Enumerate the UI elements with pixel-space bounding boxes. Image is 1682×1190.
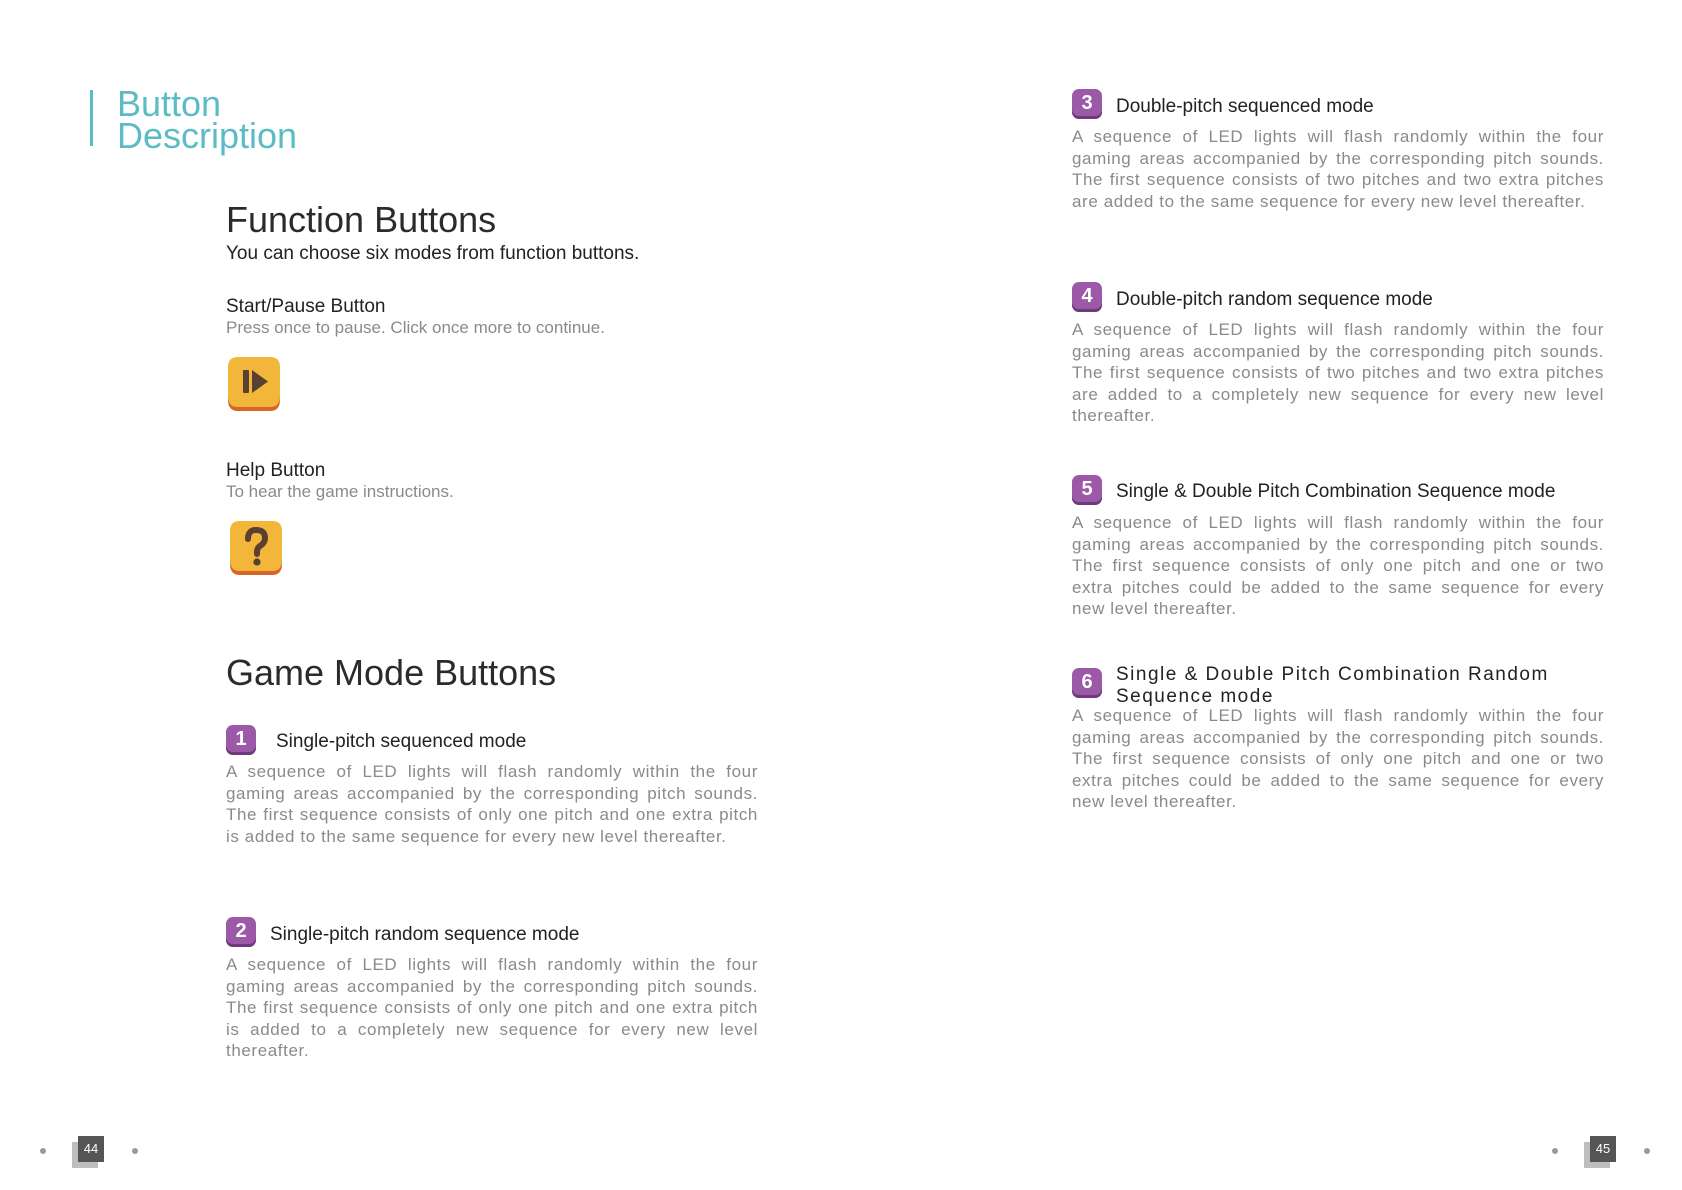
mode-2-title: Single-pitch random sequence mode (270, 924, 580, 945)
page-number-left: 44 (78, 1136, 104, 1162)
mode-2-badge: 2 (226, 917, 256, 947)
mode-1-badge: 1 (226, 725, 256, 755)
mode-6-badge: 6 (1072, 668, 1102, 698)
start-pause-title: Start/Pause Button (226, 296, 386, 317)
function-buttons-intro: You can choose six modes from function buttons. (226, 243, 640, 264)
mode-3-description: A sequence of LED lights will flash randomly within the four gaming areas accompanied by the corresponding pitch sounds. The first sequence consists of two pitches and two extra pitches are added to the same sequence for every new level thereafter. (1072, 127, 1604, 211)
help-button-title: Help Button (226, 460, 326, 481)
mode-1-title: Single-pitch sequenced mode (276, 731, 527, 752)
footer-dot-left-2 (132, 1148, 138, 1154)
mode-5-badge: 5 (1072, 475, 1102, 505)
game-mode-heading: Game Mode Buttons (226, 652, 557, 693)
mode-4-badge: 4 (1072, 282, 1102, 312)
mode-5-title: Single & Double Pitch Combination Sequence mode (1116, 481, 1556, 502)
mode-4-description: A sequence of LED lights will flash randomly within the four gaming areas accompanied by the corresponding pitch sounds. The first sequence consists of two pitches and two extra pitches are added to a completely new sequence for every new level thereafter. (1072, 320, 1604, 425)
mode-3-title: Double-pitch sequenced mode (1116, 96, 1374, 117)
help-button[interactable] (228, 520, 284, 576)
start-pause-button[interactable] (226, 356, 282, 412)
mode-2-description: A sequence of LED lights will flash randomly within the four gaming areas accompanied by the corresponding pitch sounds. The first sequence consists of only one pitch and one extra pitch is added to a completely new sequence for every new level thereafter. (226, 955, 758, 1060)
start-pause-description: Press once to pause. Click once more to continue. (226, 318, 605, 337)
play-pause-icon (226, 356, 282, 412)
mode-4-title: Double-pitch random sequence mode (1116, 289, 1433, 310)
help-button-description: To hear the game instructions. (226, 482, 454, 501)
mode-6-description: A sequence of LED lights will flash randomly within the four gaming areas accompanied by the corresponding pitch sounds. The first sequence consists of only one pitch and one or two extra pitches could be added to the same sequence for every new level thereafter. (1072, 706, 1604, 811)
footer-dot-right-1 (1552, 1148, 1558, 1154)
page-title-line-1: Button (117, 83, 222, 124)
mode-6-title: Single & Double Pitch Combination Random Sequence mode (1116, 664, 1549, 707)
mode-3-badge: 3 (1072, 89, 1102, 119)
footer-dot-right-2 (1644, 1148, 1650, 1154)
mode-5-description: A sequence of LED lights will flash randomly within the four gaming areas accompanied by the corresponding pitch sounds. The first sequence consists of only one pitch and one or two extra pitches could be added to the same sequence for every new level thereafter. (1072, 513, 1604, 618)
function-buttons-heading: Function Buttons (226, 199, 497, 240)
question-mark-icon (228, 520, 284, 576)
title-accent-bar (90, 90, 93, 146)
footer-dot-left-1 (40, 1148, 46, 1154)
page-number-right: 45 (1590, 1136, 1616, 1162)
mode-1-description: A sequence of LED lights will flash randomly within the four gaming areas accompanied by the corresponding pitch sounds. The first sequence consists of only one pitch and one extra pitch is added to the same sequence for every new level thereafter. (226, 762, 758, 846)
page-title-line-2: Description (117, 115, 298, 156)
